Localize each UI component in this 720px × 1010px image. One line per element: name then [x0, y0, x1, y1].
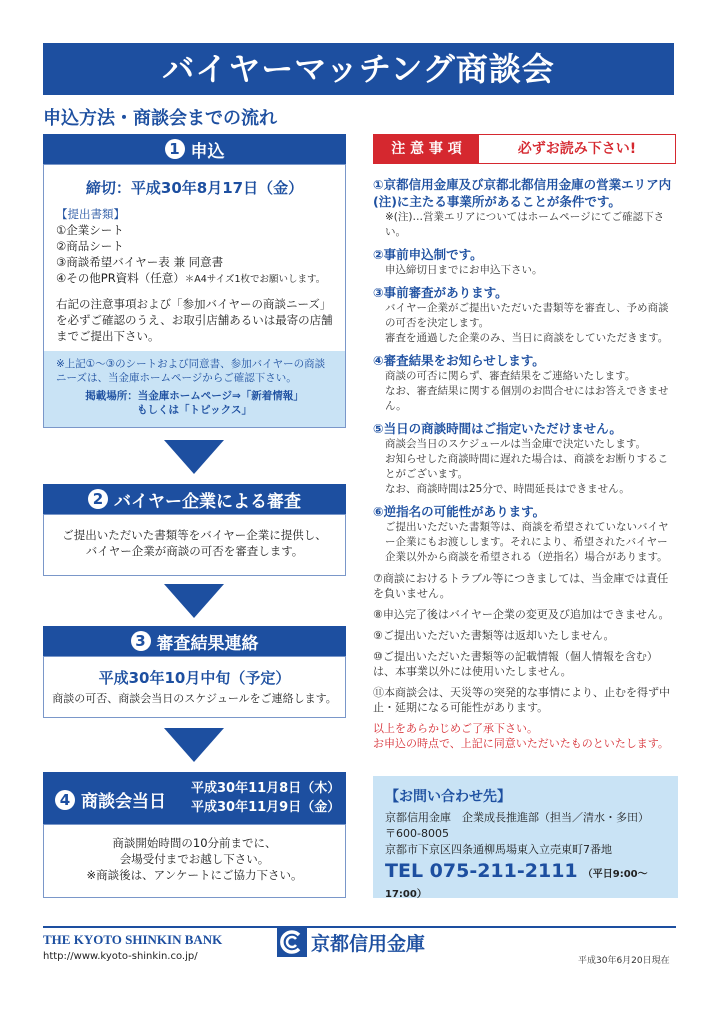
step2-number: 2 [88, 489, 108, 509]
info-where: 掲載場所：当金庫ホームページ⇒「新着情報」 [85, 390, 304, 402]
contact-address: 京都市下京区四条通柳馬場東入立売東町7番地 [385, 843, 612, 856]
step3-label: 審査結果連絡 [156, 633, 259, 654]
notice-item-head: ⑤当日の商談時間はご指定いただけません。 [373, 421, 622, 436]
step2-label: バイヤー企業による審査 [114, 491, 301, 512]
bank-logo-text: 京都信用金庫 [311, 932, 426, 955]
contact-zip: 〒600-8005 [385, 827, 449, 840]
step3-body: 商談の可否、商談会当日のスケジュールをご連絡します。 [52, 692, 337, 705]
contact-heading: 【お問い合わせ先】 [385, 789, 511, 805]
notice-plain-item: ⑪本商談会は、天災等の突発的な事情により、止むを得ず中止・延期になる可能性があります。 [373, 686, 670, 714]
bank-logo-icon [277, 927, 307, 957]
bank-name-en: THE KYOTO SHINKIN BANK [43, 932, 223, 947]
notice-item-body: 商談会当日のスケジュールは当金庫で決定いたします。 [385, 438, 647, 450]
docs-heading: 【提出書類】 [56, 207, 125, 221]
step3-number: 3 [131, 631, 151, 651]
section-heading: 申込方法・商談会までの流れ [43, 108, 277, 129]
step1-header [43, 134, 346, 164]
notice-label: 注 意 事 項 [374, 135, 479, 163]
notice-item-head: ①京都信用金庫及び京都北都信用金庫の営業エリア内(注)に主たる事業所があることが条件です。 [373, 177, 672, 209]
notice-plain-item: ⑨ご提出いただいた書類等は返却いたしません。 [373, 629, 615, 642]
step3-box [43, 656, 346, 718]
notice-item [373, 503, 678, 565]
notice-item-body: バイヤー企業がご提出いただいた書類等を審査し、予め商談の可否を決定します。 [385, 302, 669, 329]
notice-header [373, 134, 676, 164]
doc4-note: ＊A4サイズ1枚でお願いします。 [184, 274, 326, 285]
doc-item: ①企業シート [56, 223, 124, 237]
info-or: もしくは「トピックス」 [137, 404, 252, 416]
notice-must-read: 必ずお読み下さい! [517, 141, 637, 157]
step1-label: 申込 [190, 141, 225, 162]
notice-item-head: ⑥逆指名の可能性があります。 [373, 504, 546, 519]
notice-item [373, 176, 678, 240]
info-panel [44, 351, 345, 427]
step2-box [43, 514, 346, 576]
notice-item-head: ③事前審査があります。 [373, 285, 508, 300]
step4-label: 商談会当日 [81, 792, 166, 812]
notice-closing2: お申込の時点で、上記に同意いただいたものといたします。 [373, 737, 669, 750]
flow-arrow-icon [164, 728, 224, 762]
step4-date2: 平成30年11月9日（金） [191, 800, 341, 815]
notice-item [373, 420, 678, 497]
notice-item-body: 商談の可否に関らず、審査結果をご連絡いたします。 [385, 370, 636, 382]
notice-item-head: ④審査結果をお知らせします。 [373, 353, 545, 368]
notice-item [373, 284, 678, 346]
notice-item [373, 246, 678, 278]
contact-org: 京都信用金庫 企業成長推進部（担当／清水・多田） [385, 811, 649, 824]
page-title: バイヤーマッチング商談会 [43, 43, 674, 95]
notice-item-body: お知らせした商談時間に遅れた場合は、商談をお断りすることがございます。 [385, 453, 669, 480]
step1-box [43, 164, 346, 428]
step1-instruction: 右記の注意事項および「参加バイヤーの商談ニーズ」を必ずご確認のうえ、お取引店舗あるいは最寄の店舗までご提出下さい。 [56, 297, 333, 343]
notice-item-body: なお、商談時間は25分で、時間延長はできません。 [385, 483, 630, 495]
notice-item-body: 申込締切日までにお申込下さい。 [385, 264, 543, 276]
contact-panel [373, 776, 678, 898]
notice-item-head: ②事前申込制です。 [373, 247, 483, 262]
step3-header [43, 626, 346, 656]
step1-number: 1 [165, 139, 185, 159]
bank-url[interactable]: http://www.kyoto-shinkin.co.jp/ [43, 951, 198, 962]
step4-date1: 平成30年11月8日（木） [191, 781, 341, 796]
notice-item-body: ※(注)…営業エリアについてはホームページにてご確認下さい。 [385, 211, 665, 238]
step1-deadline: 締切：平成30年8月17日（金） [85, 179, 304, 197]
notice-plain-item: ⑧申込完了後はバイヤー企業の変更及び追加はできません。 [373, 608, 670, 621]
notice-plain-item: ⑩ご提出いただいた書類等の記載情報（個人情報を含む）は、本事業以外には使用いたしません。 [373, 650, 658, 678]
step4-body1: 商談開始時間の10分前までに、 [112, 836, 277, 850]
notice-plain-item: ⑦商談におけるトラブル等につきましては、当金庫では責任を負いません。 [373, 572, 669, 600]
doc-item: ②商品シート [56, 239, 124, 253]
step2-header [43, 484, 346, 514]
step4-header [43, 772, 346, 824]
doc4-main: ④その他PR資料（任意） [56, 271, 185, 285]
notice-list [373, 176, 678, 751]
step4-body2: 会場受付までお越し下さい。 [119, 852, 270, 866]
date-note: 平成30年6月20日現在 [578, 956, 670, 966]
step4-number: 4 [55, 790, 75, 810]
contact-hours: （平日9:00～17:00） [385, 869, 648, 900]
step3-date: 平成30年10月中旬（予定） [98, 669, 291, 687]
notice-closing1: 以上をあらかじめご了承下さい。 [373, 722, 538, 735]
step4-body3: ※商談後は、アンケートにご協力下さい。 [86, 868, 303, 882]
notice-item-body: 審査を通過した企業のみ、当日に商談をしていただきます。 [385, 332, 669, 344]
doc-item: ③商談希望バイヤー表 兼 同意書 [56, 255, 224, 269]
flow-arrow-icon [164, 584, 224, 618]
info-note: ※上記①～③のシートおよび同意書、参加バイヤーの商談ニーズは、当金庫ホームページからご確認下さい。 [56, 358, 326, 384]
step4-box [43, 824, 346, 898]
doc-item [56, 270, 333, 288]
contact-tel: TEL 075-211-2111 [385, 860, 578, 882]
notice-item-body: なお、審査結果に関する個別のお問合せにはお答えできません。 [385, 385, 669, 412]
bank-logo [277, 926, 425, 958]
flow-arrow-icon [164, 440, 224, 474]
notice-item [373, 352, 678, 414]
notice-item-body: ご提出いただいた書類等は、商談を希望されていないバイヤー企業にもお渡しします。それにより、希望されたバイヤー企業以外から商談を希望される（逆指名）場合があります。 [385, 521, 669, 563]
step2-body: ご提出いただいた書類等をバイヤー企業に提供し、バイヤー企業が商談の可否を審査します。 [62, 528, 327, 558]
